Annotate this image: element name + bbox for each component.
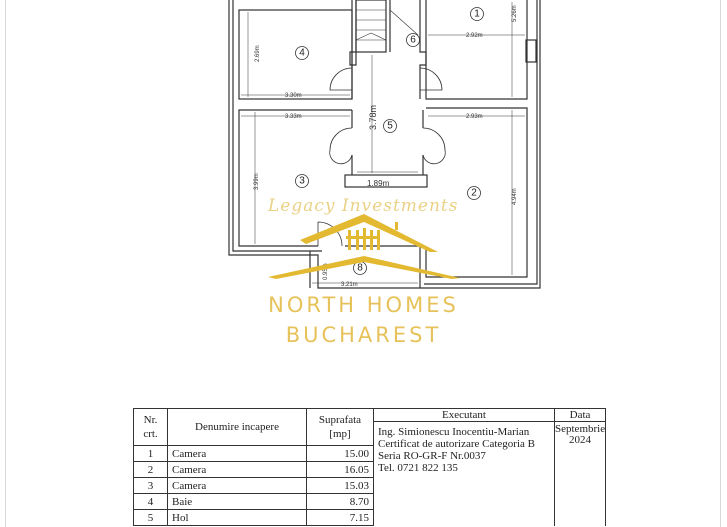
room-number-6: 6 (410, 34, 416, 46)
dim-room2-height: 4.94m (512, 188, 518, 205)
executant-line: Certificat de autorizare Categoria B (378, 438, 535, 450)
dim-room4-height: 2.69m (255, 45, 261, 62)
brand-line-1: NORTH HOMES (268, 293, 459, 317)
dim-room1-height: 5.26m (512, 5, 518, 22)
brand-line-2: BUCHAREST (285, 323, 442, 347)
room-number-5: 5 (387, 120, 393, 132)
room-number-2: 2 (471, 187, 477, 199)
row-name: Camera (168, 462, 307, 478)
row-area: 7.15 (307, 510, 374, 526)
room-number-8: 8 (357, 262, 363, 274)
row-name: Camera (168, 446, 307, 462)
executant-line: Seria RO-GR-F Nr.0037 (378, 450, 486, 462)
header-nr: Nr. crt. (134, 409, 168, 446)
dim-room3-height: 3.99m (254, 173, 260, 190)
rooms-table (133, 408, 606, 526)
watermark-script: Legacy Investments (268, 196, 459, 216)
row-nr: 5 (134, 510, 168, 526)
row-name: Hol (168, 510, 307, 526)
header-name: Denumire incapere (168, 409, 307, 446)
row-nr: 3 (134, 478, 168, 494)
dim-hall-width: 1.89m (367, 179, 390, 188)
row-area: 15.00 (307, 446, 374, 462)
date-year: 2024 (569, 434, 592, 446)
row-nr: 4 (134, 494, 168, 510)
header-date: Data (555, 409, 605, 422)
header-area: Suprafata [mp] (307, 409, 374, 446)
executant-line: Ing. Simionescu Inocentiu-Marian (378, 426, 530, 438)
row-nr: 2 (134, 462, 168, 478)
room-number-1: 1 (474, 8, 480, 20)
dim-hall-height: 3.78m (368, 104, 378, 130)
dim-room8-height: 0.95m (323, 263, 329, 280)
dim-room4-width: 3.30m (285, 93, 302, 99)
row-name: Baie (168, 494, 307, 510)
row-area: 16.05 (307, 462, 374, 478)
outer-wall (229, 0, 540, 288)
header-executant: Executant (374, 409, 554, 422)
stairs (356, 0, 386, 52)
executant-line: Tel. 0721 822 135 (378, 462, 458, 474)
row-nr: 1 (134, 446, 168, 462)
row-name: Camera (168, 478, 307, 494)
room-number-4: 4 (299, 47, 305, 59)
room-number-3: 3 (299, 175, 305, 187)
dim-room2-width: 2.93m (466, 114, 483, 120)
dim-room1-width: 2.92m (466, 33, 483, 39)
dim-room3-width: 3.33m (285, 114, 302, 120)
row-area: 8.70 (307, 494, 374, 510)
date-month: Septembrie (555, 423, 606, 435)
row-area: 15.03 (307, 478, 374, 494)
dim-room8-width: 3.21m (341, 282, 358, 288)
